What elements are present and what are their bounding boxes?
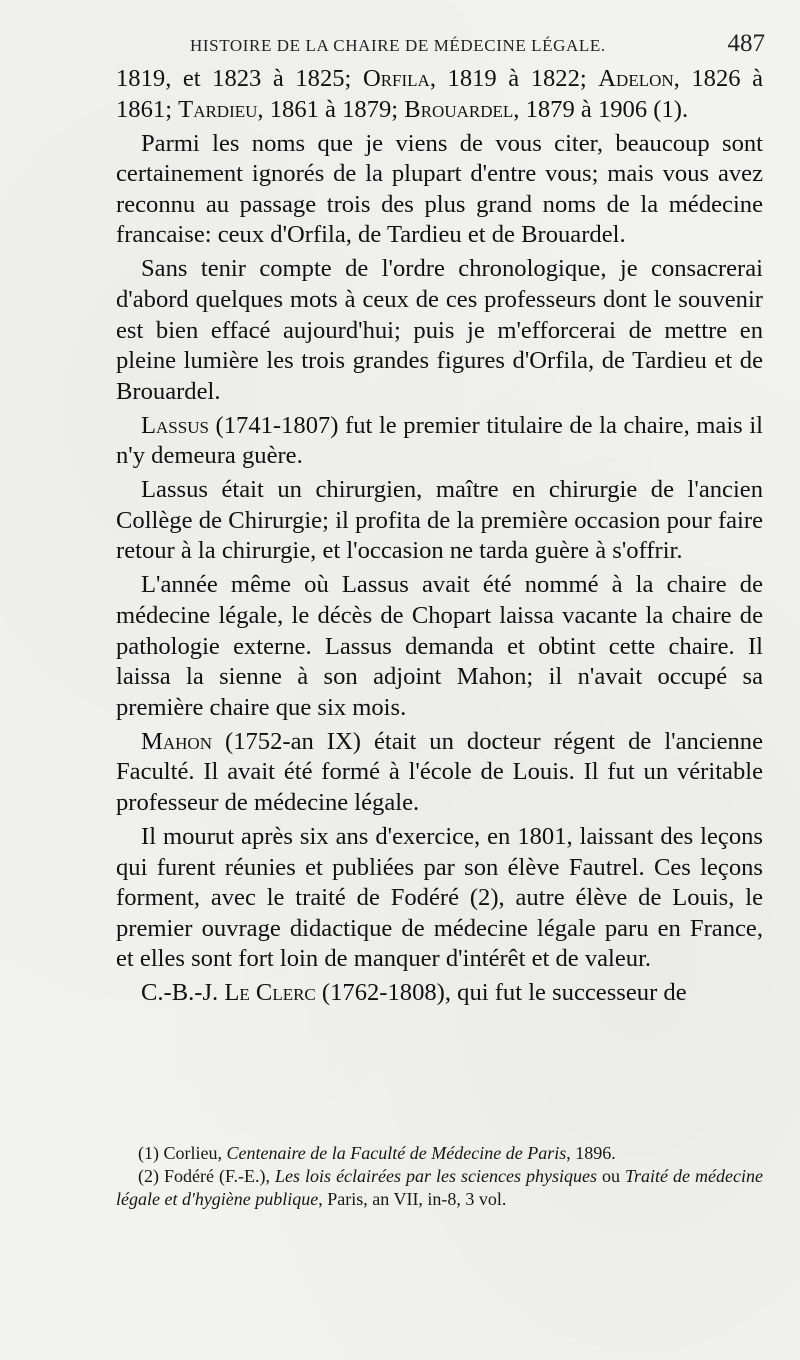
text-run: , 1819 à 1822; xyxy=(429,65,599,92)
paragraph-3 xyxy=(116,254,763,407)
paragraph-7 xyxy=(116,727,763,819)
paragraph-9 xyxy=(116,978,763,1009)
page-number: 487 xyxy=(727,30,765,57)
paragraph-2 xyxy=(116,129,763,251)
text-run: , Paris, an VII, in-8, 3 vol. xyxy=(318,1189,507,1209)
citation-title: Centenaire de la Faculté de Médecine de Paris xyxy=(226,1143,567,1163)
text-run: Parmi les noms que je viens de vous citer, beaucoup sont certainement ignorés de la plupart d'entre vous; mais vous avez reconnu au passage trois des plus grand noms de la médecine francaise: ceux d'Orfila, de Tardieu et de Brouardel. xyxy=(116,129,763,249)
text-run: (1762-1808), qui fut le successeur de xyxy=(315,979,687,1007)
text-run: C.-B.-J. xyxy=(141,979,225,1007)
paragraph-4 xyxy=(116,411,763,472)
footnote-1 xyxy=(116,1142,763,1165)
text-run: , 1879 à 1906 (1). xyxy=(513,95,689,123)
text-run: Lassus était un chirurgien, maître en chirurgie de l'ancien Collège de Chirurgie; il profita de la première occasion pour faire retour à la chirurgie, et l'occasion ne tarda guère à s'offrir. xyxy=(116,476,763,565)
text-run: Il mourut après six ans d'exercice, en 1801, laissant des leçons qui furent réunies et publiées par son élève Fautrel. Ces leçons forment, avec le traité de Fodéré (2), autre élève de Louis, le premier ouvrage didactique de médecine légale paru en France, et elles sont fort loin de manquer d'intérêt et de valeur. xyxy=(116,822,763,973)
name-small-caps: Le Clerc xyxy=(224,979,316,1007)
footnotes xyxy=(116,1142,763,1211)
citation-title: Les lois éclairées par les sciences physiques xyxy=(275,1166,598,1186)
name-small-caps: Mahon xyxy=(141,727,212,755)
paragraph-8 xyxy=(116,822,763,975)
text-run: 1819, et 1823 à 1825; xyxy=(116,65,363,92)
name-small-caps: Adelon xyxy=(598,65,674,92)
name-small-caps: Brouardel xyxy=(404,95,514,123)
paragraph-5 xyxy=(116,475,763,567)
text-run: (1752-an IX) était un docteur régent de l'ancienne Faculté. Il avait été formé à l'école de Louis. Il fut un véritable professeur de médecine légale. xyxy=(116,727,763,816)
text-run: (2) Fodéré (F.-E.), xyxy=(138,1166,276,1186)
text-run: , 1896. xyxy=(566,1143,616,1163)
running-title: HISTOIRE DE LA CHAIRE DE MÉDECINE LÉGALE. xyxy=(190,36,606,55)
paragraph-1 xyxy=(116,64,763,125)
name-small-caps: Orfila xyxy=(362,65,430,92)
name-small-caps: Lassus xyxy=(141,411,209,439)
citation-title: Traité de médecine légale et d'hygiène publique xyxy=(116,1166,764,1209)
text-run: ou xyxy=(597,1166,626,1186)
footnote-2 xyxy=(116,1165,763,1211)
text-run: , 1861 à 1879; xyxy=(257,95,405,123)
main-text xyxy=(116,64,763,1012)
text-run: Sans tenir compte de l'ordre chronologique, je consacrerai d'abord quelques mots à ceux de ces professeurs dont le souvenir est bien effacé aujourd'hui; puis je m'efforcerai de mettre en pleine lumière les trois grandes figures d'Orfila, de Tardieu et de Brouardel. xyxy=(116,255,763,405)
text-run: L'année même où Lassus avait été nommé à la chaire de médecine légale, le décès de Chopart laissa vacante la chaire de pathologie externe. Lassus demanda et obtint cette chaire. Il laissa la sienne à son adjoint Mahon; il n'avait occupé sa première chaire que six mois. xyxy=(116,571,763,721)
text-run: (1741-1807) fut le premier titulaire de la chaire, mais il n'y demeura guère. xyxy=(116,411,763,470)
paragraph-6 xyxy=(116,570,763,723)
text-run: , 1826 à 1861; xyxy=(116,65,763,123)
name-small-caps: Tardieu xyxy=(178,95,258,123)
text-run: (1) Corlieu, xyxy=(138,1143,227,1163)
